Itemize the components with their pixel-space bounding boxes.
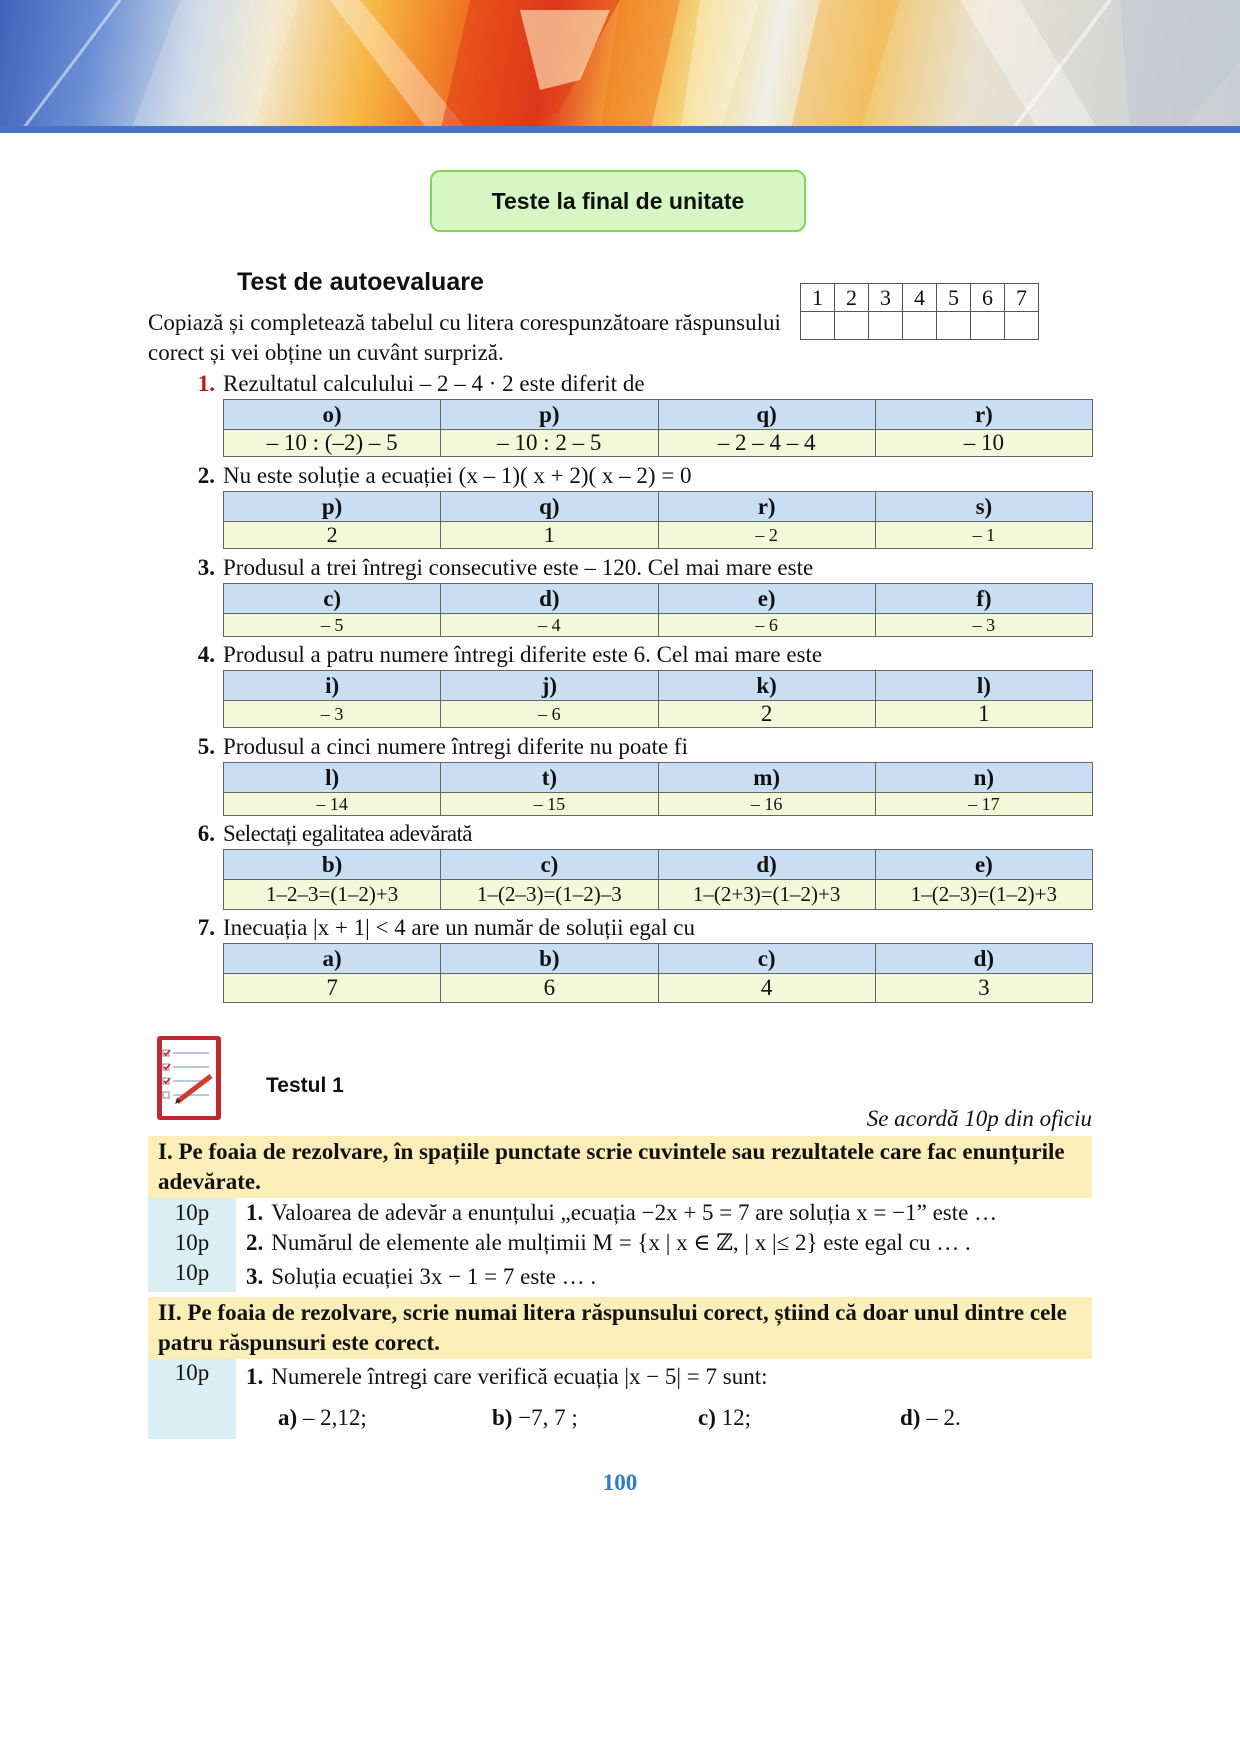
- option-value: – 1: [875, 522, 1092, 549]
- header-banner-image: [0, 0, 1240, 133]
- options-table-7: [223, 943, 1093, 1003]
- answer-col-7: 7: [1005, 284, 1039, 312]
- option-label: r): [875, 400, 1092, 430]
- option-label: i): [224, 671, 441, 701]
- question-3: [148, 553, 1098, 583]
- choice-letter: b): [492, 1405, 513, 1430]
- options-table-2: [223, 491, 1093, 549]
- option-value: – 17: [875, 793, 1092, 816]
- answer-col-5: 5: [937, 284, 971, 312]
- item-number: 3.: [246, 1264, 264, 1289]
- options-table-6: [223, 849, 1093, 910]
- choice-b: [492, 1405, 578, 1431]
- choice-text: −7, 7 ;: [518, 1405, 578, 1430]
- option-value: – 3: [875, 614, 1092, 637]
- option-value: 2: [224, 522, 441, 549]
- test1-title: Testul 1: [266, 1074, 344, 1097]
- answer-cell: [971, 312, 1005, 340]
- options-table-3: [223, 583, 1093, 637]
- options-table-1: [223, 399, 1093, 457]
- option-value: – 10: [875, 430, 1092, 457]
- item-number: 2.: [246, 1230, 264, 1255]
- banner-blue-stripe: [0, 126, 1240, 133]
- question-number: 3.: [197, 555, 215, 580]
- option-label: p): [224, 492, 441, 522]
- option-value: 7: [224, 974, 441, 1003]
- answer-cell: [937, 312, 971, 340]
- choice-text: – 2.: [926, 1405, 961, 1430]
- options-table-4: [223, 670, 1093, 728]
- section2-item-1: [246, 1364, 767, 1390]
- option-value: – 14: [224, 793, 441, 816]
- question-text: Produsul a cinci numere întregi diferite nu poate fi: [223, 734, 688, 759]
- option-value: 2: [658, 701, 875, 728]
- answer-table-header-row: [801, 284, 1039, 312]
- question-text: Produsul a patru numere întregi diferite este 6. Cel mai mare este: [223, 642, 823, 667]
- option-label: d): [441, 584, 658, 614]
- clipboard-checklist-icon: [155, 1032, 225, 1122]
- question-1: [148, 369, 1098, 399]
- question-4: [148, 640, 1098, 670]
- option-value: 1–2–3=(1–2)+3: [224, 880, 441, 910]
- option-value: 4: [658, 974, 875, 1003]
- answer-col-4: 4: [903, 284, 937, 312]
- option-value: – 4: [441, 614, 658, 637]
- item-text: Numerele întregi care verifică ecuația |x − 5| = 7 sunt:: [271, 1364, 768, 1389]
- option-label: c): [224, 584, 441, 614]
- option-label: s): [875, 492, 1092, 522]
- option-value: – 5: [224, 614, 441, 637]
- option-value: 6: [441, 974, 658, 1003]
- option-label: q): [441, 492, 658, 522]
- answer-cell: [1005, 312, 1039, 340]
- option-label: c): [441, 850, 658, 880]
- answer-cell: [801, 312, 835, 340]
- option-label: f): [875, 584, 1092, 614]
- option-label: r): [658, 492, 875, 522]
- option-label: l): [224, 763, 441, 793]
- option-value: 3: [875, 974, 1092, 1003]
- option-label: e): [658, 584, 875, 614]
- option-label: c): [658, 944, 875, 974]
- answer-col-2: 2: [835, 284, 869, 312]
- oficiu-note: Se acordă 10p din oficiu: [866, 1106, 1092, 1131]
- option-value: – 3: [224, 701, 441, 728]
- points-label: 10p: [174, 1260, 210, 1285]
- choice-letter: a): [278, 1405, 298, 1430]
- question-number: 5.: [197, 734, 215, 759]
- option-label: l): [875, 671, 1092, 701]
- option-label: p): [441, 400, 658, 430]
- option-value: – 2 – 4 – 4: [658, 430, 875, 457]
- item-text: Soluția ecuației 3x − 1 = 7 este … .: [271, 1264, 597, 1289]
- question-2: [148, 461, 1098, 491]
- answer-cell: [903, 312, 937, 340]
- option-label: n): [875, 763, 1092, 793]
- section2-heading: II. Pe foaia de rezolvare, scrie numai litera răspunsului corect, știind că doar unul dintre cele patru răspunsuri este corect.: [148, 1297, 1092, 1359]
- option-label: d): [658, 850, 875, 880]
- option-label: k): [658, 671, 875, 701]
- option-label: b): [224, 850, 441, 880]
- points-label: 10p: [174, 1200, 210, 1225]
- option-label: t): [441, 763, 658, 793]
- item-text: Valoarea de adevăr a enunțului „ecuația −2x + 5 = 7 are soluția x = −1” este …: [271, 1200, 998, 1225]
- option-value: 1–(2–3)=(1–2)–3: [441, 880, 658, 910]
- question-number: 6.: [197, 821, 215, 846]
- option-label: o): [224, 400, 441, 430]
- answer-col-1: 1: [801, 284, 835, 312]
- banner-graphic: [0, 0, 1240, 133]
- self-test-heading: Test de autoevaluare: [237, 268, 484, 296]
- option-value: 1: [441, 522, 658, 549]
- option-value: – 10 : 2 – 5: [441, 430, 658, 457]
- answer-cell: [869, 312, 903, 340]
- option-label: d): [875, 944, 1092, 974]
- choice-letter: c): [698, 1405, 716, 1430]
- option-label: m): [658, 763, 875, 793]
- choice-d: [900, 1405, 961, 1431]
- choice-a: [278, 1405, 367, 1431]
- question-number: 1.: [197, 371, 215, 396]
- question-7: [148, 913, 1098, 943]
- option-label: j): [441, 671, 658, 701]
- question-text: Produsul a trei întregi consecutive este – 120. Cel mai mare este: [223, 555, 814, 580]
- section1-item-1: [246, 1200, 997, 1226]
- option-value: 1–(2+3)=(1–2)+3: [658, 880, 875, 910]
- answer-cell: [835, 312, 869, 340]
- option-value: – 15: [441, 793, 658, 816]
- option-value: 1–(2–3)=(1–2)+3: [875, 880, 1092, 910]
- question-text: Selectați egalitatea adevărată: [223, 821, 472, 846]
- question-text: Nu este soluție a ecuației (x – 1)( x + 2)( x – 2) = 0: [223, 463, 692, 488]
- option-value: 1: [875, 701, 1092, 728]
- section1-heading: I. Pe foaia de rezolvare, în spațiile punctate scrie cuvintele sau rezultatele care fac enunțurile adevărate.: [148, 1136, 1092, 1198]
- question-text: Rezultatul calculului – 2 – 4 · 2 este diferit de: [223, 371, 645, 396]
- option-value: – 6: [658, 614, 875, 637]
- option-label: e): [875, 850, 1092, 880]
- answer-col-6: 6: [971, 284, 1005, 312]
- choice-text: – 2,12;: [302, 1405, 367, 1430]
- points-label: 10p: [174, 1230, 210, 1255]
- option-label: b): [441, 944, 658, 974]
- question-number: 4.: [197, 642, 215, 667]
- unit-test-title: Teste la final de unitate: [430, 170, 806, 232]
- self-test-intro: Copiază și completează tabelul cu litera corespunzătoare răspunsului corect și vei obține un cuvânt surpriză.: [148, 310, 781, 365]
- option-value: – 2: [658, 522, 875, 549]
- option-label: q): [658, 400, 875, 430]
- section1-item-3: [246, 1264, 596, 1290]
- answer-table: [800, 283, 1039, 340]
- answer-table-blank-row: [801, 312, 1039, 340]
- question-5: [148, 732, 1098, 762]
- question-text: Inecuația |x + 1| < 4 are un număr de soluții egal cu: [223, 915, 695, 940]
- question-6: [148, 819, 1098, 849]
- section1-item-2: [246, 1230, 971, 1256]
- item-number: 1.: [246, 1364, 264, 1389]
- item-text: Numărul de elemente ale mulțimii M = {x | x ∈ ℤ, | x |≤ 2} este egal cu … .: [271, 1230, 971, 1255]
- answer-col-3: 3: [869, 284, 903, 312]
- option-label: a): [224, 944, 441, 974]
- points-label: 10p: [174, 1360, 210, 1385]
- choice-c: [698, 1405, 751, 1431]
- page-number: 100: [602, 1470, 638, 1495]
- option-value: – 6: [441, 701, 658, 728]
- item-number: 1.: [246, 1200, 264, 1225]
- question-number: 2.: [197, 463, 215, 488]
- question-number: 7.: [197, 915, 215, 940]
- choice-text: 12;: [721, 1405, 752, 1430]
- options-table-5: [223, 762, 1093, 816]
- option-value: – 10 : (–2) – 5: [224, 430, 441, 457]
- choice-letter: d): [900, 1405, 921, 1430]
- option-value: – 16: [658, 793, 875, 816]
